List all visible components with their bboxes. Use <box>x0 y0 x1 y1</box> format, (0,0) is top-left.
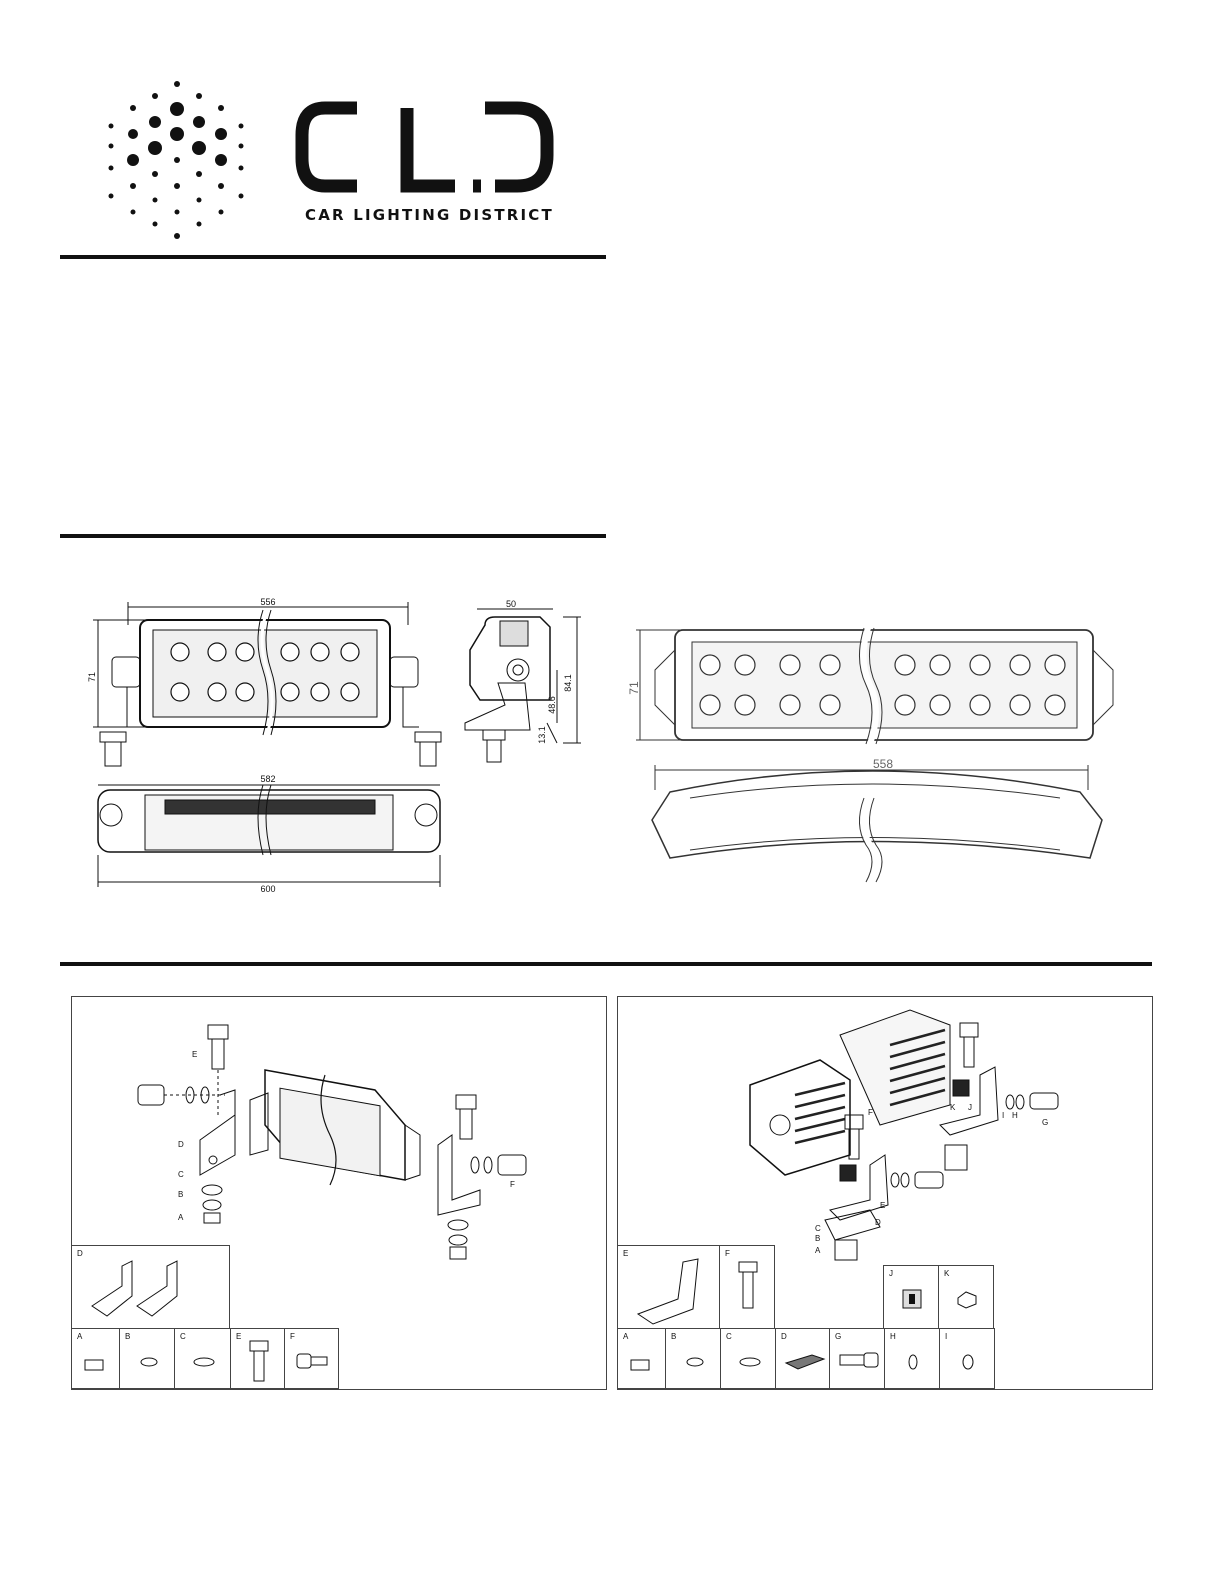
r-part-cell-k <box>938 1265 994 1329</box>
l-bracket-icon <box>628 1254 713 1326</box>
r-callout-f: F <box>868 1108 873 1117</box>
r-part-cell-i <box>939 1328 995 1389</box>
part-cell-f <box>284 1328 339 1389</box>
part-label: D <box>781 1332 787 1341</box>
callout-d: D <box>178 1140 184 1149</box>
part-label: B <box>125 1332 131 1341</box>
part-cell-e <box>230 1328 285 1389</box>
r-part-cell-d <box>775 1328 830 1389</box>
part-label: G <box>835 1332 842 1341</box>
dim-13-1: 13.1 <box>537 726 547 744</box>
r-callout-c: C <box>815 1224 821 1233</box>
curved-assembly-exploded <box>740 1005 1070 1265</box>
part-label: H <box>890 1332 896 1341</box>
straight-bar-drawing <box>85 595 585 900</box>
r-callout-d: D <box>875 1218 881 1227</box>
part-cell-c <box>174 1328 231 1389</box>
part-cell-b <box>119 1328 175 1389</box>
curved-dim-71: 71 <box>627 681 641 695</box>
r-part-cell-j <box>883 1265 939 1329</box>
callout-b: B <box>178 1190 184 1199</box>
curved-bar-drawing <box>627 620 1130 885</box>
r-part-cell-h <box>884 1328 940 1389</box>
bolt-icon <box>246 1337 276 1387</box>
brand-tagline: CAR LIGHTING DISTRICT <box>305 206 554 224</box>
divider-middle <box>60 534 606 538</box>
brand-dot-logo <box>100 78 250 243</box>
part-label: I <box>945 1332 948 1341</box>
socket-screw-icon <box>838 1351 883 1373</box>
part-label: E <box>236 1332 242 1341</box>
part-label: C <box>726 1332 732 1341</box>
square-nut-icon <box>899 1286 929 1316</box>
bracket-icon <box>82 1256 202 1326</box>
r-callout-h: H <box>1012 1111 1018 1120</box>
r-callout-i: I <box>1002 1111 1005 1120</box>
cld-logo-letters <box>295 100 560 195</box>
nut-icon <box>82 1354 112 1374</box>
washer-icon <box>960 1354 980 1374</box>
part-label: A <box>623 1332 629 1341</box>
r-part-cell-a <box>617 1328 666 1389</box>
spring-washer-icon <box>681 1354 711 1374</box>
part-label: B <box>671 1332 677 1341</box>
curved-dim-558: 558 <box>872 757 894 771</box>
callout-e: E <box>192 1050 198 1059</box>
r-callout-g: G <box>1042 1118 1049 1127</box>
part-label: K <box>944 1269 950 1278</box>
cap-nut-icon <box>954 1288 984 1313</box>
dim-71: 71 <box>87 671 97 683</box>
r-callout-j: J <box>968 1103 972 1112</box>
flat-washer-icon <box>736 1354 766 1374</box>
r-part-cell-b <box>665 1328 721 1389</box>
part-cell-d <box>71 1245 230 1329</box>
part-label: F <box>290 1332 295 1341</box>
bolt-icon <box>735 1258 765 1318</box>
r-part-cell-c <box>720 1328 776 1389</box>
dim-50: 50 <box>505 599 517 609</box>
r-part-cell-g <box>829 1328 885 1389</box>
callout-a: A <box>178 1213 184 1222</box>
part-label: E <box>623 1249 629 1258</box>
spring-washer-icon <box>135 1354 165 1374</box>
lock-washer-icon <box>905 1354 925 1374</box>
part-label: A <box>77 1332 83 1341</box>
nut-icon <box>628 1354 658 1374</box>
r-callout-k: K <box>950 1103 956 1112</box>
dim-84-1: 84.1 <box>563 674 573 692</box>
dim-600: 600 <box>260 884 276 894</box>
part-cell-a <box>71 1328 120 1389</box>
dim-48-6: 48.6 <box>547 696 557 714</box>
flat-washer-icon <box>190 1354 220 1374</box>
socket-screw-icon <box>295 1349 335 1374</box>
callout-c: C <box>178 1170 184 1179</box>
part-label: D <box>77 1249 83 1258</box>
r-callout-b: B <box>815 1234 821 1243</box>
dim-582: 582 <box>260 774 276 784</box>
r-callout-a: A <box>815 1246 821 1255</box>
divider-top <box>60 255 606 259</box>
part-label: F <box>725 1249 730 1258</box>
dim-556: 556 <box>260 597 276 607</box>
r-part-cell-f <box>719 1245 775 1329</box>
part-label: J <box>889 1269 893 1278</box>
divider-bottom <box>60 962 1152 966</box>
r-part-cell-e <box>617 1245 720 1329</box>
callout-f: F <box>510 1180 515 1189</box>
mounting-plate-icon <box>782 1349 827 1374</box>
part-label: C <box>180 1332 186 1341</box>
r-callout-e: E <box>880 1201 886 1210</box>
straight-assembly-exploded <box>120 1015 560 1275</box>
